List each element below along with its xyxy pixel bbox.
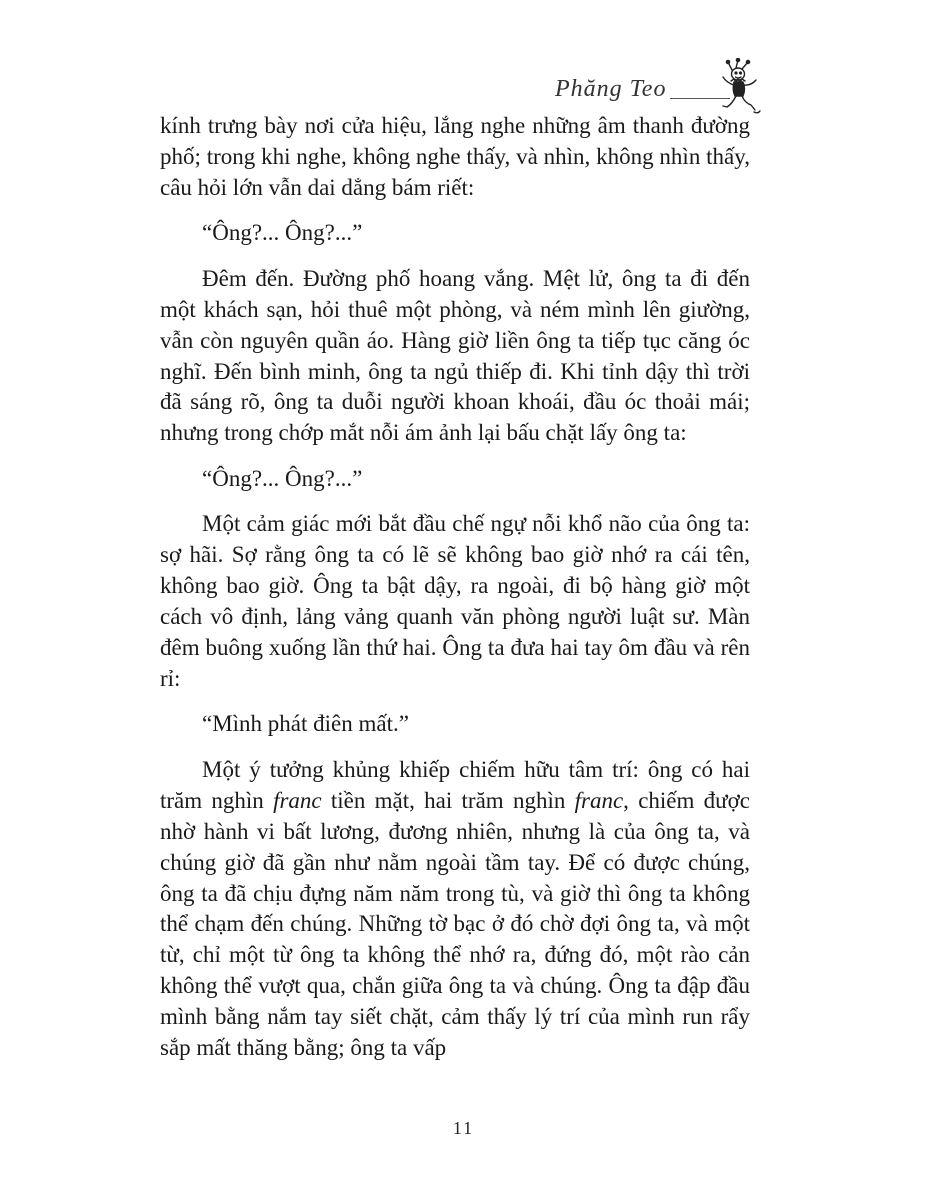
body-text xyxy=(160,111,750,1064)
paragraph-dialogue xyxy=(160,218,750,249)
paragraph-dialogue xyxy=(160,709,750,740)
paragraph-text: “Mình phát điên mất.” xyxy=(202,711,409,737)
paragraph-dialogue xyxy=(160,464,750,495)
paragraph-text: kính trưng bày nơi cửa hiệu, lắng nghe những âm thanh đường phố; trong khi nghe, không nghe thấy, và nhìn, không nhìn thấy, câu hỏi lớn vẫn dai dẳng bám riết: xyxy=(160,113,750,200)
paragraph xyxy=(160,509,750,694)
running-head-title: Phăng Teo xyxy=(555,76,667,102)
running-head xyxy=(540,58,770,118)
italic-word: franc xyxy=(574,787,624,813)
paragraph-text: Đêm đến. Đường phố hoang vắng. Mệt lử, ông ta đi đến một khách sạn, hỏi thuê một phòng, và ném mình lên giường, vẫn còn nguyên quần áo. Hàng giờ liền ông ta tiếp tục căng óc nghĩ. Đến bình minh, ông ta ngủ thiếp đi. Khi tỉnh dậy thì trời đã sáng rõ, ông ta duỗi người khoan khoái, đầu óc thoải mái; nhưng trong chớp mắt nỗi ám ảnh lại bấu chặt lấy ông ta: xyxy=(160,265,750,446)
paragraph xyxy=(160,755,750,1064)
paragraph-text: Một ý tưởng khủng khiếp chiếm hữu tâm trí: ông có hai trăm nghìn xyxy=(160,756,750,813)
paragraph-text: “Ông?... Ông?...” xyxy=(202,220,363,246)
paragraph xyxy=(160,111,750,204)
dancing-jester-icon xyxy=(718,58,762,116)
paragraph-text: “Ông?... Ông?...” xyxy=(202,465,363,491)
italic-word: franc xyxy=(273,787,322,813)
paragraph xyxy=(160,264,750,449)
page-number: 11 xyxy=(452,1118,475,1138)
paragraph-text: Một cảm giác mới bắt đầu chế ngự nỗi khổ não của ông ta: sợ hãi. Sợ rằng ông ta có lẽ sẽ không bao giờ nhớ ra cái tên, không bao giờ. Ông ta bật dậy, ra ngoài, đi bộ hàng giờ một cách vô định, lảng vảng quanh văn phòng người luật sư. Màn đêm buông xuống lần thứ hai. Ông ta đưa hai tay ôm đầu và rên rỉ: xyxy=(160,511,750,691)
paragraph-text: , chiếm được nhờ hành vi bất lương, đương nhiên, nhưng là của ông ta, và chúng giờ đã gần như nằm ngoài tầm tay. Để có được chúng, ông ta đã chịu đựng năm năm trong tù, và giờ thì ông ta không thể chạm đến chúng. Những tờ bạc ở đó chờ đợi ông ta, và một từ, chỉ một từ ông ta không thể nhớ ra, đứng đó, một rào cản không thể vượt qua, chắn giữa ông ta và chúng. Ông ta đập đầu mình bằng nắm tay siết chặt, cảm thấy lý trí của mình run rẩy sắp mất thăng bằng; ông ta vấp xyxy=(160,787,750,1061)
paragraph-text: tiền mặt, hai trăm nghìn xyxy=(321,787,575,813)
